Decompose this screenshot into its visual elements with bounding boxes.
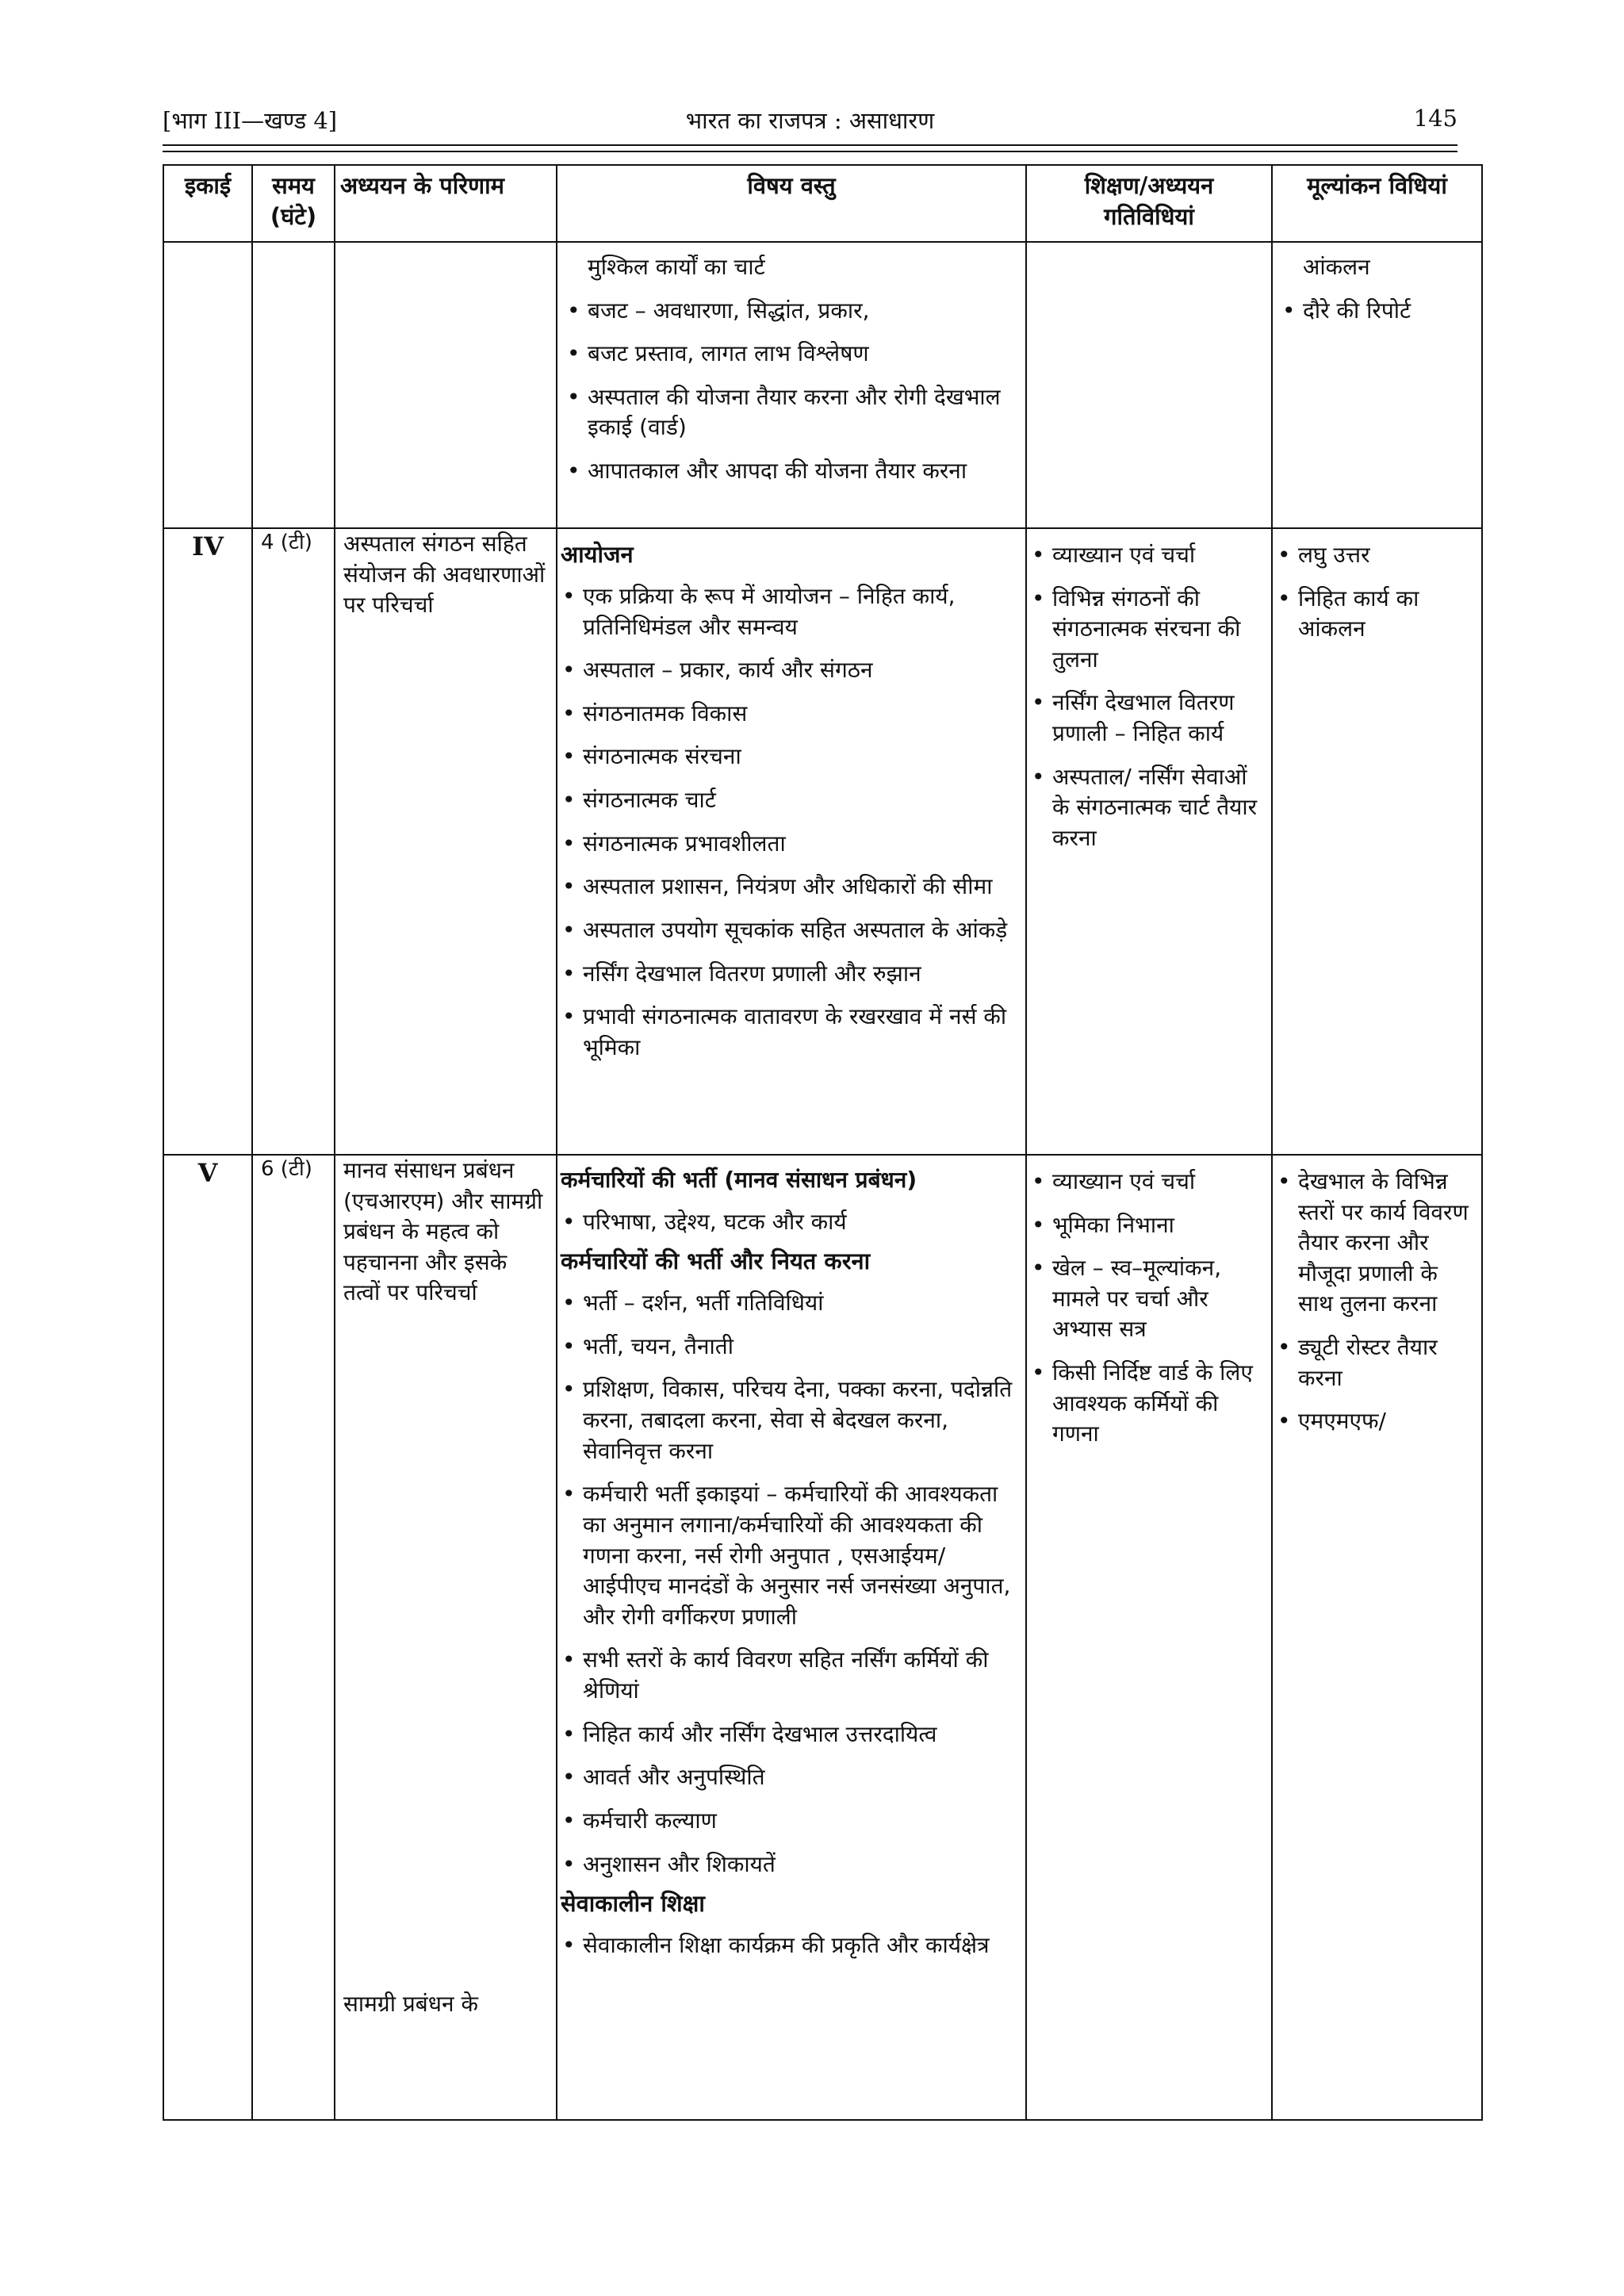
- time-hours: 6 (टी): [252, 1155, 335, 2120]
- list-item: • भूमिका निभाना: [1030, 1210, 1263, 1241]
- table-row: [163, 242, 1482, 528]
- table-header-row: [163, 165, 1482, 242]
- content-cell: [557, 1155, 1026, 2120]
- list-item: • अस्पताल की योजना तैयार करना और रोगी देखभाल इकाई (वार्ड): [565, 382, 1017, 443]
- list-item: • भर्ती – दर्शन, भर्ती गतिविधियां: [561, 1288, 1022, 1319]
- list-item: • संगठनात्मक संरचना: [561, 742, 1017, 772]
- list-item: • व्याख्यान एवं चर्चा: [1030, 1167, 1263, 1198]
- list-item: • देखभाल के विभिन्न स्तरों पर कार्य विवरण तैयार करना और मौजूदा प्रणाली के साथ तुलना करना: [1276, 1167, 1473, 1320]
- list-item: • बजट प्रस्ताव, लागत लाभ विश्लेषण: [565, 339, 1017, 370]
- list-item: • एक प्रक्रिया के रूप में आयोजन – निहित कार्य, प्रतिनिधिमंडल और समन्वय: [561, 581, 1017, 642]
- list-item: • बजट – अवधारणा, सिद्धांत, प्रकार,: [565, 296, 1017, 327]
- list-item: • अस्पताल – प्रकार, कार्य और संगठन: [561, 655, 1017, 686]
- list-item: • प्रभावी संगठनात्मक वातावरण के रखरखाव में नर्स की भूमिका: [561, 1002, 1017, 1063]
- header-rule-top: [163, 144, 1457, 146]
- evaluation-cell: [1272, 1155, 1482, 2120]
- header-unit: इकाई: [163, 165, 252, 242]
- list-item: • व्याख्यान एवं चर्चा: [1030, 540, 1263, 571]
- outcome-text: मानव संसाधन प्रबंधन (एचआरएम) और सामग्री प्रबंधन के महत्व को पहचानना और इसके तत्वों पर परिचर्चा: [343, 1156, 543, 1306]
- header-activities: शिक्षण/अध्ययन गतिविधियां: [1026, 165, 1272, 242]
- learning-outcome: अस्पताल संगठन सहित संयोजन की अवधारणाओं पर परिचर्चा: [335, 528, 557, 1155]
- list-item: • नर्सिंग देखभाल वितरण प्रणाली – निहित कार्य: [1030, 688, 1263, 749]
- unit-cell: [163, 242, 252, 528]
- list-item: • ड्यूटी रोस्टर तैयार करना: [1276, 1332, 1473, 1393]
- list-item: • अस्पताल उपयोग सूचकांक सहित अस्पताल के आंकड़े: [561, 915, 1017, 946]
- unit-number: IV: [163, 528, 252, 1155]
- part-section-label: [भाग III—खण्ड 4]: [163, 107, 338, 134]
- outcome-continued: सामग्री प्रबंधन के: [343, 1991, 478, 2017]
- list-item: • परिभाषा, उद्देश्य, घटक और कार्य: [561, 1207, 1022, 1238]
- header-outcomes: अध्ययन के परिणाम: [335, 165, 557, 242]
- list-item: • किसी निर्दिष्ट वार्ड के लिए आवश्यक कर्मियों की गणना: [1030, 1358, 1263, 1450]
- time-cell: [252, 242, 335, 528]
- list-item: • निहित कार्य और नर्सिंग देखभाल उत्तरदायित्व: [561, 1719, 1022, 1750]
- table-row-unit-v: [163, 1155, 1482, 2120]
- page-number: 145: [1413, 105, 1457, 132]
- evaluation-cell: [1272, 528, 1482, 1155]
- list-item: • दौरे की रिपोर्ट: [1281, 296, 1473, 327]
- content-cell: [557, 528, 1026, 1155]
- list-item: • संगठनातमक विकास: [561, 699, 1017, 730]
- list-item: • विभिन्न संगठनों की संगठनात्मक संरचना की तुलना: [1030, 584, 1263, 676]
- table-row-unit-iv: [163, 528, 1482, 1155]
- section-title: कर्मचारियों की भर्ती और नियत करना: [561, 1248, 871, 1275]
- list-item: आंकलन: [1303, 253, 1370, 280]
- activities-cell: [1026, 528, 1272, 1155]
- list-item: • सभी स्तरों के कार्य विवरण सहित नर्सिंग कर्मियों की श्रेणियां: [561, 1645, 1022, 1706]
- list-item: • आवर्त और अनुपस्थिति: [561, 1762, 1022, 1793]
- learning-outcome: [335, 1155, 557, 2120]
- section-title: कर्मचारियों की भर्ती (मानव संसाधन प्रबंधन): [561, 1166, 917, 1193]
- list-item: • सेवाकालीन शिक्षा कार्यक्रम की प्रकृति और कार्यक्षेत्र: [561, 1930, 1022, 1961]
- list-item: • लघु उत्तर: [1276, 540, 1473, 571]
- list-item: • एमएमएफ/: [1276, 1406, 1473, 1437]
- syllabus-table: [163, 164, 1483, 2121]
- section-title: सेवाकालीन शिक्षा: [561, 1890, 705, 1918]
- unit-number: V: [163, 1155, 252, 2120]
- content-cell: [557, 242, 1026, 528]
- activities-cell: [1026, 1155, 1272, 2120]
- outcome-cell: [335, 242, 557, 528]
- gazette-title: भारत का राजपत्र : असाधारण: [685, 107, 935, 134]
- activities-cell: [1026, 242, 1272, 528]
- list-item: • कर्मचारी भर्ती इकाइयां – कर्मचारियों की आवश्यकता का अनुमान लगाना/कर्मचारियों की आवश्यकता की गणना करना, नर्स रोगी अनुपात , एसआईयम/आईपीएच मानदंडों के अनुसार नर्स जनसंख्या अनुपात, और रोगी वर्गीकरण प्रणाली: [561, 1479, 1022, 1632]
- list-item: • संगठनात्मक प्रभावशीलता: [561, 829, 1017, 860]
- list-item: • आपातकाल और आपदा की योजना तैयार करना: [565, 456, 1017, 487]
- evaluation-cell: [1272, 242, 1482, 528]
- header-evaluation: मूल्यांकन विधियां: [1272, 165, 1482, 242]
- list-item: • भर्ती, चयन, तैनाती: [561, 1332, 1022, 1363]
- list-item: • कर्मचारी कल्याण: [561, 1806, 1022, 1837]
- list-item: • अनुशासन और शिकायतें: [561, 1849, 1022, 1880]
- list-item: • अस्पताल प्रशासन, नियंत्रण और अधिकारों की सीमा: [561, 872, 1017, 903]
- header-rule-bottom: [163, 151, 1457, 152]
- list-item: मुश्किल कार्यों का चार्ट: [588, 253, 765, 280]
- time-hours: 4 (टी): [252, 528, 335, 1155]
- list-item: • प्रशिक्षण, विकास, परिचय देना, पक्का करना, पदोन्नति करना, तबादला करना, सेवा से बेदखल करना, सेवानिवृत्त करना: [561, 1374, 1022, 1466]
- list-item: • अस्पताल/ नर्सिंग सेवाओं के संगठनात्मक चार्ट तैयार करना: [1030, 762, 1263, 854]
- page-header: [163, 102, 1457, 140]
- list-item: • खेल – स्व–मूल्यांकन, मामले पर चर्चा और अभ्यास सत्र: [1030, 1253, 1263, 1345]
- list-item: • नर्सिंग देखभाल वितरण प्रणाली और रुझान: [561, 959, 1017, 990]
- list-item: • संगठनात्मक चार्ट: [561, 785, 1017, 816]
- header-time: समय (घंटे): [252, 165, 335, 242]
- list-item: • निहित कार्य का आंकलन: [1276, 584, 1473, 645]
- header-content: विषय वस्तु: [557, 165, 1026, 242]
- section-title: आयोजन: [561, 540, 634, 568]
